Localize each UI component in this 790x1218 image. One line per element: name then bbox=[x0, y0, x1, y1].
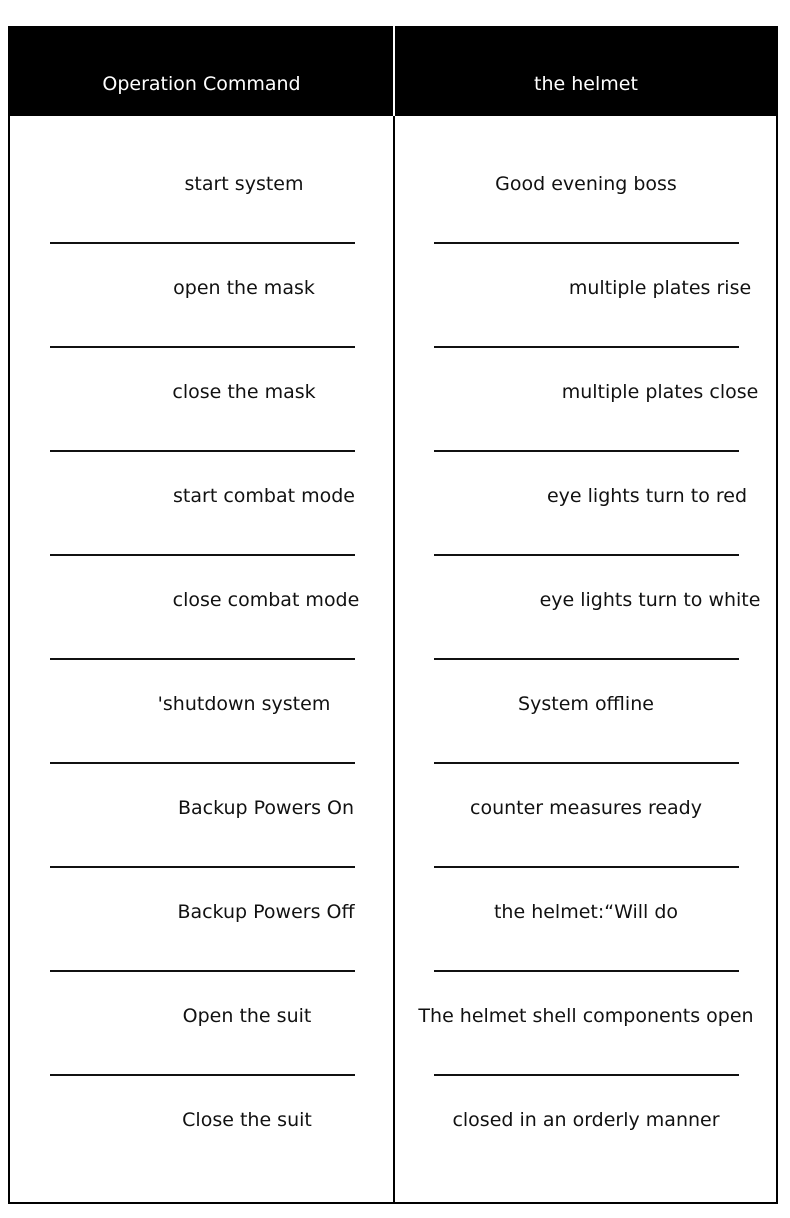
command-cell: Open the suit bbox=[182, 1005, 312, 1027]
row-separator bbox=[434, 762, 739, 764]
command-cell: close the mask bbox=[172, 381, 316, 403]
row-separator bbox=[50, 450, 355, 452]
command-cell: start combat mode bbox=[173, 485, 355, 507]
row-separator bbox=[50, 658, 355, 660]
response-cell: multiple plates rise bbox=[568, 277, 752, 299]
row-separator bbox=[434, 1074, 739, 1076]
column-divider bbox=[393, 116, 395, 1202]
row-separator bbox=[434, 866, 739, 868]
header-the-helmet: the helmet bbox=[534, 73, 638, 95]
response-cell: eye lights turn to red bbox=[546, 485, 748, 507]
row-separator bbox=[434, 658, 739, 660]
row-separator bbox=[434, 970, 739, 972]
command-cell: 'shutdown system bbox=[157, 693, 331, 715]
row-separator bbox=[50, 970, 355, 972]
row-separator bbox=[50, 346, 355, 348]
command-cell: open the mask bbox=[173, 277, 315, 299]
response-cell: System offline bbox=[518, 693, 654, 715]
header-operation-command: Operation Command bbox=[102, 73, 301, 95]
row-separator bbox=[434, 242, 739, 244]
command-table bbox=[8, 26, 778, 1204]
row-separator bbox=[434, 554, 739, 556]
header-divider bbox=[393, 26, 395, 116]
row-separator bbox=[50, 242, 355, 244]
response-cell: multiple plates close bbox=[561, 381, 759, 403]
row-separator bbox=[434, 450, 739, 452]
response-cell: counter measures ready bbox=[470, 797, 702, 819]
response-cell: the helmet:“Will do bbox=[493, 901, 679, 923]
response-cell: eye lights turn to white bbox=[539, 589, 761, 611]
command-cell: Close the suit bbox=[182, 1109, 312, 1131]
row-separator bbox=[434, 346, 739, 348]
command-cell: close combat mode bbox=[172, 589, 360, 611]
row-separator bbox=[50, 1074, 355, 1076]
row-separator bbox=[50, 762, 355, 764]
table-header bbox=[10, 26, 776, 116]
response-cell: Good evening boss bbox=[495, 173, 677, 195]
response-cell: closed in an orderly manner bbox=[452, 1109, 720, 1131]
command-cell: Backup Powers On bbox=[177, 797, 355, 819]
command-cell: Backup Powers Off bbox=[177, 901, 355, 923]
response-cell: The helmet shell components open bbox=[418, 1005, 754, 1027]
row-separator bbox=[50, 554, 355, 556]
command-cell: start system bbox=[184, 173, 304, 195]
row-separator bbox=[50, 866, 355, 868]
